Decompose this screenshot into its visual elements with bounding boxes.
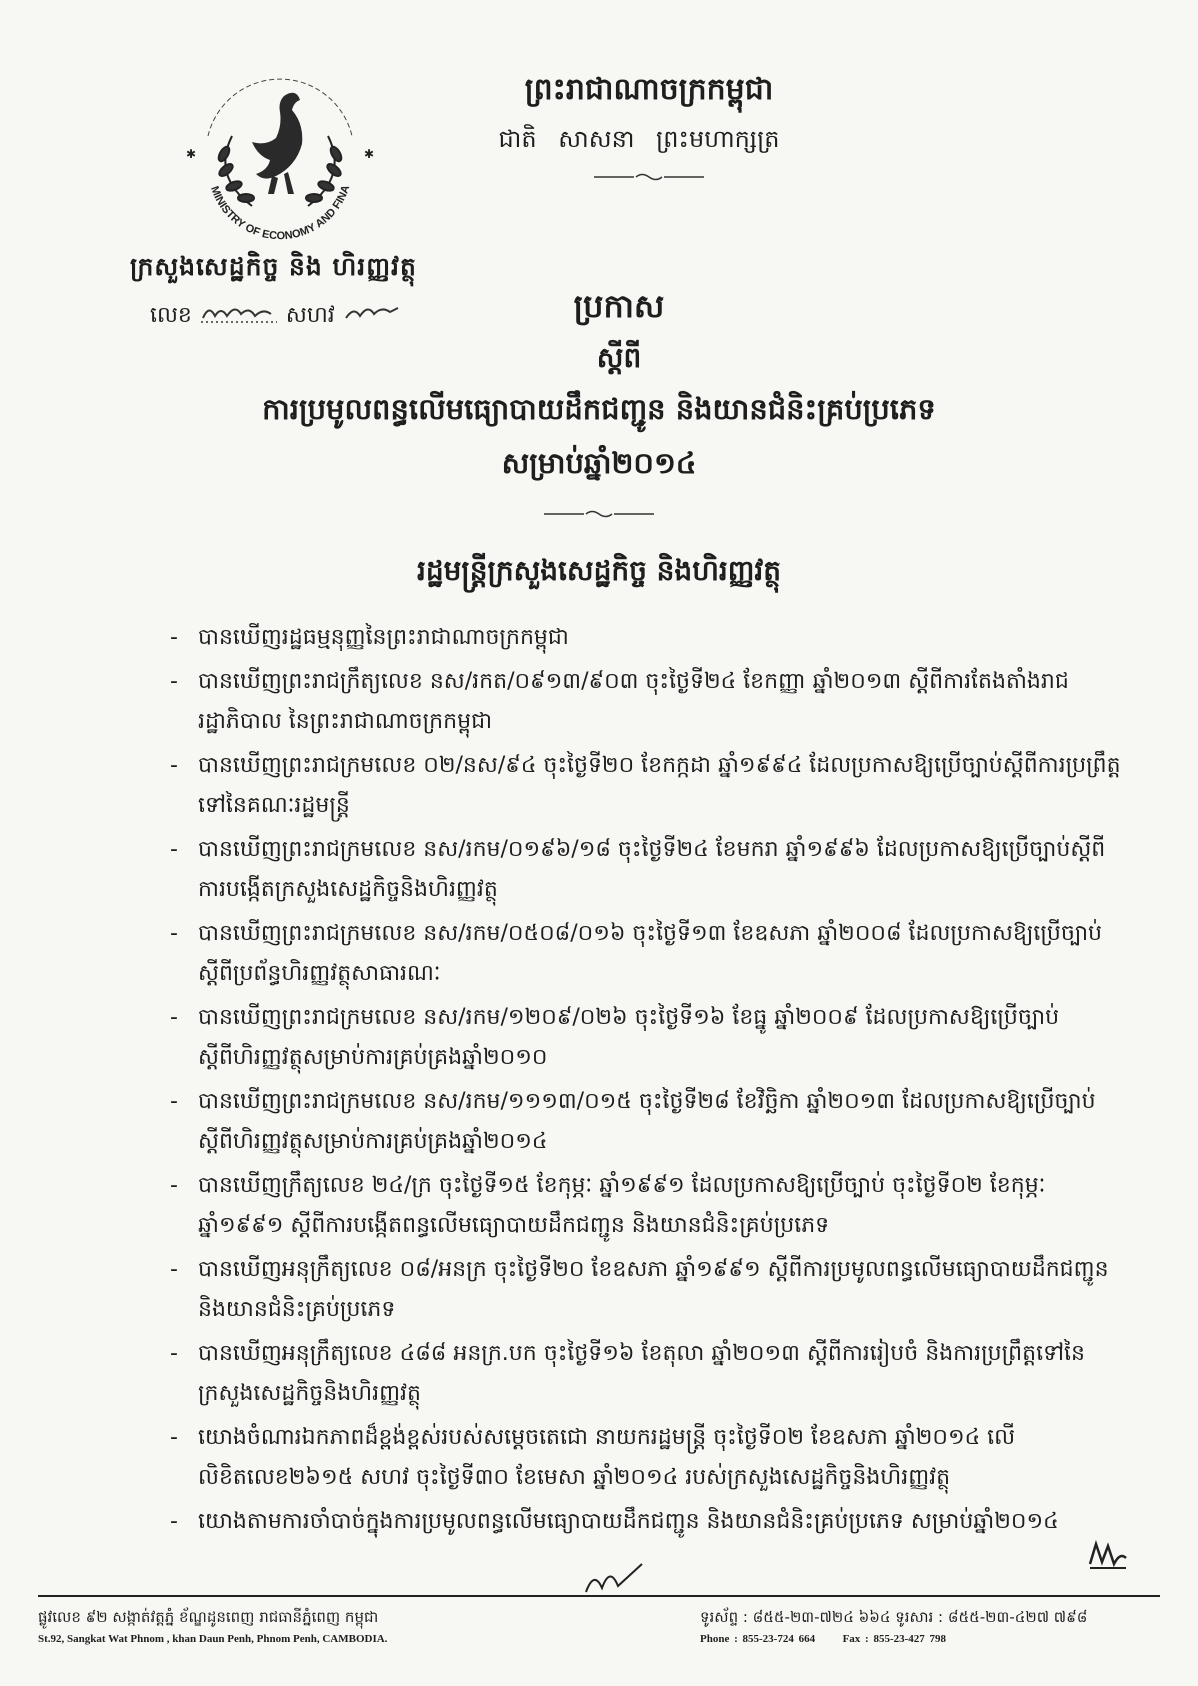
document-type: ប្រកាស <box>573 287 665 325</box>
list-item: - បានឃើញព្រះរាជក្រមលេខ នស/រកម/០៥០៨/០១៦ ចុះថ្ងៃទី១៣ ខែឧសភា ឆ្នាំ២០០៨ ដែលប្រកាសឱ្យប្រើច្បាប់ស្តីពីប្រព័ន្ធហិរញ្ញវត្ថុសាធារណៈ <box>170 921 1103 986</box>
list-item: - បានឃើញព្រះរាជក្រមលេខ នស/រកម/១១១៣/០១៥ ចុះថ្ងៃទី២៨ ខែវិច្ឆិកា ឆ្នាំ២០១៣ ដែលប្រកាសឱ្យប្រើច្បាប់ស្តីពីហិរញ្ញវត្ថុសម្រាប់ការគ្រប់គ្រងឆ្នាំ២០១៤ <box>170 1089 1096 1154</box>
list-item: - យោងចំណារឯកភាពដ៏ខ្ពង់ខ្ពស់របស់សម្តេចតេជោ នាយករដ្ឋមន្ត្រី ចុះថ្ងៃទី០២ ខែឧសភា ឆ្នាំ២០១៤ លើលិខិតលេខ២៦១៥ សហវ ចុះថ្ងៃទី៣០ ខែមេសា ឆ្នាំ២០១៤ របស់ក្រសួងសេដ្ឋកិច្ចនិងហិរញ្ញវត្ថុ <box>170 1425 1016 1490</box>
list-item: - បានឃើញរដ្ឋធម្មនុញ្ញនៃព្រះរាជាណាចក្រកម្ពុជា <box>170 625 569 650</box>
phones-khmer: ទូរស័ព្ទ : ៨៥៥-២៣-៧២៤ ៦៦៤ ទូរសារ : ៨៥៥-២៣-៤២៧ ៧៩៨ <box>700 1608 1088 1626</box>
kingdom-header <box>0 70 1198 186</box>
footer-contact <box>700 1606 1087 1650</box>
ornament-divider <box>0 167 1198 186</box>
footer-divider <box>38 1595 1160 1597</box>
issuing-minister: រដ្ឋមន្ត្រីក្រសួងសេដ្ឋកិច្ច និងហិរញ្ញវត្ថុ <box>416 554 782 587</box>
list-item: - បានឃើញព្រះរាជក្រមលេខ នស/រកម/០១៩៦/១៨ ចុះថ្ងៃទី២៤ ខែមករា ឆ្នាំ១៩៩៦ ដែលប្រកាសឱ្យប្រើច្បាប់ស្តីពីការបង្កើតក្រសួងសេដ្ឋកិច្ចនិងហិរញ្ញវត្ថុ <box>170 837 1106 902</box>
svg-text:✱: ✱ <box>186 147 197 161</box>
list-item: - បានឃើញព្រះរាជក្រឹត្យលេខ នស/រកត/០៩១៣/៩០៣ ចុះថ្ងៃទី២៤ ខែកញ្ញា ឆ្នាំ២០១៣ ស្តីពីការតែងតាំងរាជរដ្ឋាភិបាល នៃព្រះរាជាណាចក្រកម្ពុជា <box>170 669 1069 734</box>
svg-text:✱: ✱ <box>364 147 375 161</box>
list-item: - បានឃើញព្រះរាជក្រមលេខ ០២/នស/៩៤ ចុះថ្ងៃទី២០ ខែកក្កដា ឆ្នាំ១៩៩៤ ដែលប្រកាសឱ្យប្រើច្បាប់ស្តីពីការប្រព្រឹត្តទៅនៃគណៈរដ្ឋមន្ត្រី <box>170 753 1121 818</box>
list-item: - បានឃើញក្រឹត្យលេខ ២៤/ក្រ ចុះថ្ងៃទី១៥ ខែកុម្ភៈ ឆ្នាំ១៩៩១ ដែលប្រកាសឱ្យប្រើច្បាប់ ចុះថ្ងៃទី០២ ខែកុម្ភៈ ឆ្នាំ១៩៩១ ស្តីពីការបង្កើតពន្ធលើមធ្យោបាយដឹកជញ្ជូន និងយានជំនិះគ្រប់ប្រភេទ <box>170 1173 1046 1238</box>
subject-line-1: ការប្រមូលពន្ធលើមធ្យោបាយដឹកជញ្ជូន និងយានជំនិះគ្រប់ប្រភេទ <box>262 392 936 426</box>
list-item: - បានឃើញព្រះរាជក្រមលេខ នស/រកម/១២០៩/០២៦ ចុះថ្ងៃទី១៦ ខែធ្នូ ឆ្នាំ២០០៩ ដែលប្រកាសឱ្យប្រើច្បាប់ស្តីពីហិរញ្ញវត្ថុសម្រាប់ការគ្រប់គ្រងឆ្នាំ២០១០ <box>170 1005 1060 1070</box>
list-item: - បានឃើញអនុក្រឹត្យលេខ ០៨/អនក្រ ចុះថ្ងៃទី២០ ខែឧសភា ឆ្នាំ១៩៩១ ស្តីពីការប្រមូលពន្ធលើមធ្យោបាយដឹកជញ្ជូននិងយានជំនិះគ្រប់ប្រភេទ <box>170 1257 1109 1322</box>
ornament-divider-2 <box>0 504 1198 523</box>
subject-line-2: សម្រាប់ឆ្នាំ២០១៤ <box>501 446 697 480</box>
list-item: - យោងតាមការចាំបាច់ក្នុងការប្រមូលពន្ធលើមធ្យោបាយដឹកជញ្ជូន និងយានជំនិះគ្រប់ប្រភេទ សម្រាប់ឆ្នាំ២០១៤ <box>170 1509 1059 1534</box>
footer-address <box>38 1606 387 1650</box>
phones-english <box>700 1628 1087 1650</box>
national-motto: ជាតិ សាសនា ព្រះមហាក្សត្រ <box>498 125 780 153</box>
kingdom-title: ព្រះរាជាណាចក្រកម្ពុជា <box>524 72 774 107</box>
fax-english: Fax : 855-23-427 798 <box>842 1633 947 1645</box>
ref-label: លេខ <box>150 303 192 328</box>
phone-english: Phone : 855-23-724 664 <box>700 1633 816 1645</box>
ministry-name: ក្រសួងសេដ្ឋកិច្ច និង ហិរញ្ញវត្ថុ <box>130 252 417 281</box>
initial-signature <box>580 1560 650 1604</box>
address-english: St.92, Sangkat Wat Phnom , khan Daun Penh, Phnom Penh, CAMBODIA. <box>38 1633 388 1645</box>
recitals-list <box>170 618 1130 1546</box>
initial-signature-2 <box>1086 1538 1130 1578</box>
about-label: ស្តីពី <box>596 341 642 374</box>
svg-text:MINISTRY OF ECONOMY AND FINANC: MINISTRY OF ECONOMY AND FINA <box>208 183 353 243</box>
list-item: - បានឃើញអនុក្រឹត្យលេខ ៤៨៨ អនក្រ.បក ចុះថ្ងៃទី១៦ ខែតុលា ឆ្នាំ២០១៣ ស្តីពីការរៀបចំ និងការប្រព្រឹត្តទៅនៃក្រសួងសេដ្ឋកិច្ចនិងហិរញ្ញវត្ថុ <box>170 1341 1085 1406</box>
ref-suffix: សហវ <box>285 303 335 328</box>
address-khmer: ផ្លូវលេខ ៩២ សង្កាត់វត្តភ្នំ ខ័ណ្ឌដូនពេញ រាជធានីភ្នំពេញ កម្ពុជា <box>38 1608 379 1626</box>
